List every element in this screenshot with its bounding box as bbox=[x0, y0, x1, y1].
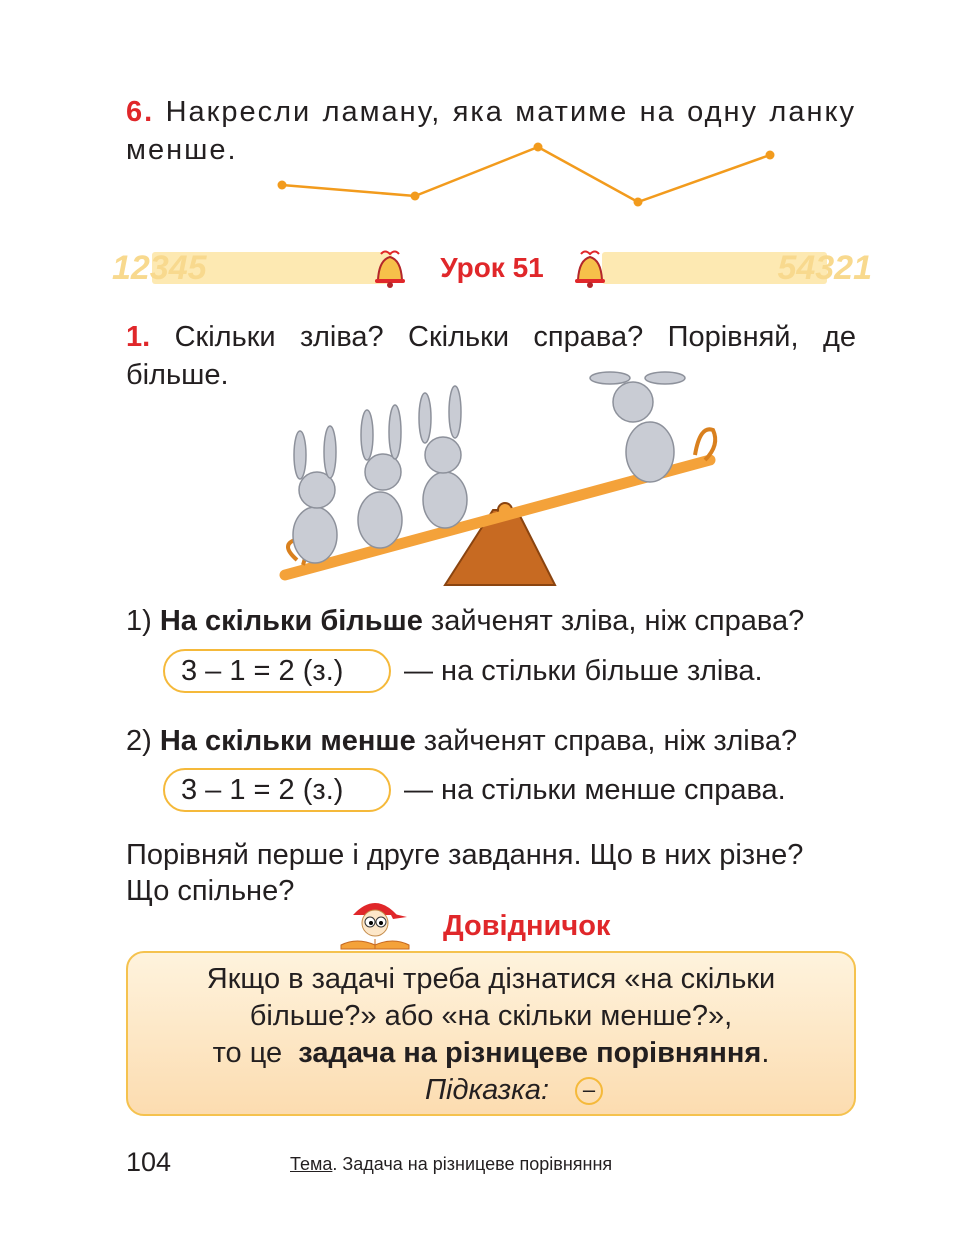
bunny-left-1 bbox=[293, 426, 337, 563]
answer-1: — на стільки більше зліва. bbox=[404, 655, 763, 687]
question-2 bbox=[126, 722, 797, 760]
reference-title: Довідничок bbox=[443, 910, 611, 942]
question-rest: зайченят зліва, ніж справа? bbox=[430, 605, 805, 637]
question-rest: зайченят справа, ніж зліва? bbox=[423, 725, 798, 757]
topic-text: . Задача на різницеве порівняння bbox=[332, 1154, 613, 1174]
reference-line-3-bold: задача на різницеве порівняння bbox=[298, 1037, 762, 1069]
banner-digits-left: 12345 bbox=[112, 249, 207, 287]
question-1 bbox=[126, 602, 804, 640]
task-text: Скільки зліва? Скільки справа? Порівняй, де більше. bbox=[126, 321, 856, 391]
mascot-reading-icon bbox=[335, 893, 415, 953]
bunny-left-3 bbox=[419, 386, 467, 528]
bell-icon bbox=[567, 248, 613, 290]
question-bold: На скільки менше bbox=[159, 725, 416, 757]
lesson-banner bbox=[112, 248, 872, 288]
bunnies-seesaw-illustration bbox=[255, 360, 725, 590]
question-number: 2) bbox=[126, 725, 152, 757]
task-text: Накресли ламану, яка матиме на одну ланку менше. bbox=[126, 96, 856, 166]
reference-line-3 bbox=[128, 1035, 854, 1071]
reference-box bbox=[126, 951, 856, 1116]
minus-sign-icon: – bbox=[575, 1077, 603, 1105]
answer-2: — на стільки менше справа. bbox=[404, 774, 786, 806]
lesson-title: Урок 51 bbox=[440, 252, 544, 283]
polyline bbox=[282, 147, 770, 202]
compare-line-2: Що спільне? bbox=[126, 875, 295, 907]
expression-2: 3 – 1 = 2 (з.) bbox=[181, 774, 344, 806]
bunny-left-2 bbox=[358, 405, 402, 548]
reference-line-3-pre: то це bbox=[212, 1037, 283, 1069]
polyline-figure bbox=[270, 135, 790, 215]
topic-label: Тема bbox=[290, 1154, 333, 1174]
bunny-right bbox=[590, 372, 685, 482]
page-number: 104 bbox=[126, 1147, 172, 1177]
footer-topic bbox=[290, 1152, 612, 1176]
reference-line-3-post: . bbox=[761, 1037, 770, 1069]
banner-digits-right: 54321 bbox=[777, 249, 872, 287]
reference-line-1: Якщо в задачі треба дізнатися «на скільки bbox=[206, 963, 776, 995]
task-number: 1. bbox=[126, 321, 151, 353]
compare-line-1: Порівняй перше і друге завдання. Що в них різне? bbox=[126, 839, 804, 871]
reference-line-2: більше?» або «на скільки менше?», bbox=[249, 1000, 733, 1032]
hint-label: Підказка: bbox=[425, 1074, 550, 1106]
question-number: 1) bbox=[126, 605, 152, 637]
question-bold: На скільки більше bbox=[159, 605, 423, 637]
task-number: 6. bbox=[126, 96, 155, 128]
expression-1: 3 – 1 = 2 (з.) bbox=[181, 655, 344, 687]
